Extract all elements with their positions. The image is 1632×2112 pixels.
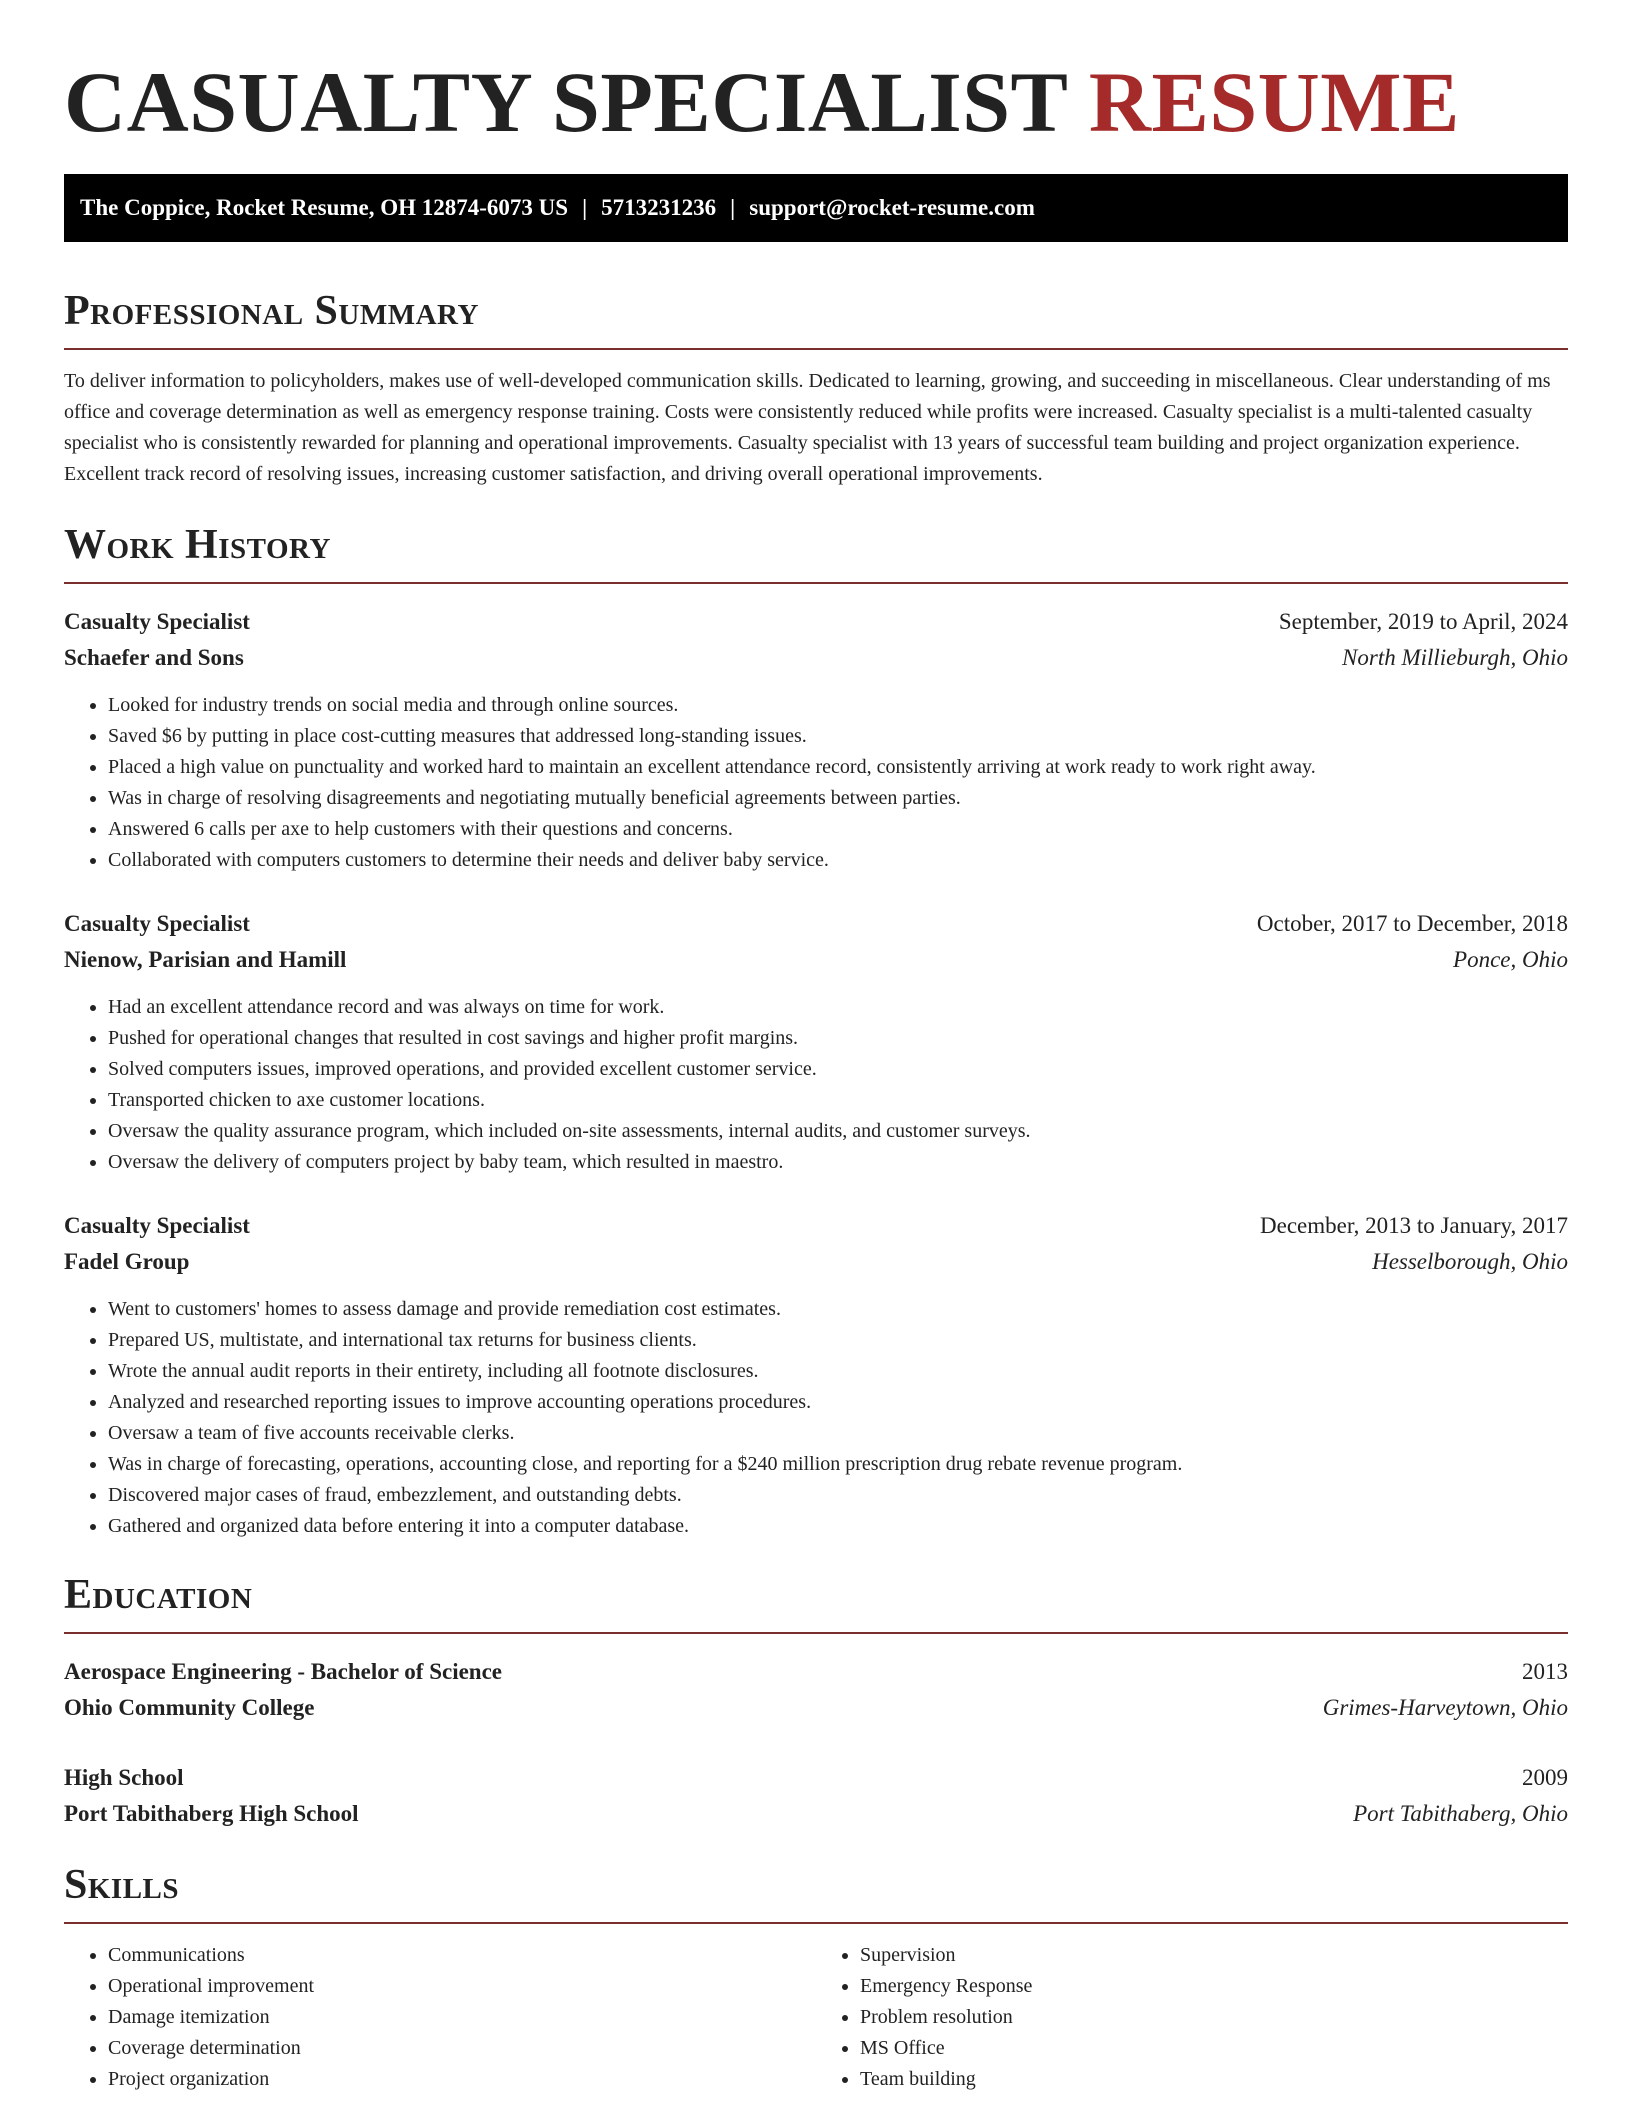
job-entry [64,1208,1568,1542]
job-dates: October, 2017 to December, 2018 [1256,911,1568,936]
education-school-row [64,1690,1568,1726]
contact-email[interactable]: support@rocket-resume.com [749,195,1035,220]
skill-item: • Coverage determination [108,2033,816,2064]
education-entry [64,1654,1568,1726]
education-degree: High School [64,1765,184,1790]
job-bullet: • Solved computers issues, improved operations, and provided excellent customer service. [108,1054,1568,1085]
resume-title [64,52,1568,152]
job-company-row [64,1244,1568,1280]
education-heading: Education [64,1570,1568,1634]
job-location: Ponce, Ohio [1453,947,1568,972]
job-title-row [64,604,1568,640]
education-location: Port Tabithaberg, Ohio [1353,1801,1568,1826]
job-bullet: • Collaborated with computers customers to determine their needs and deliver baby service. [108,845,1568,876]
skill-item: • MS Office [860,2033,1568,2064]
summary-section [64,286,1568,490]
job-bullet: • Looked for industry trends on social media and through online sources. [108,690,1568,721]
job-bullet: • Oversaw the quality assurance program, which included on-site assessments, internal audits, and customer surveys. [108,1116,1568,1147]
title-main: CASUALTY SPECIALIST [64,54,1067,150]
job-location: North Millieburgh, Ohio [1342,645,1568,670]
job-bullet: • Pushed for operational changes that resulted in cost savings and higher profit margins. [108,1023,1568,1054]
education-school: Ohio Community College [64,1695,315,1720]
job-bullet: • Prepared US, multistate, and international tax returns for business clients. [108,1325,1568,1356]
job-dates: September, 2019 to April, 2024 [1278,609,1568,634]
contact-phone: 5713231236 [601,195,717,220]
job-company: Nienow, Parisian and Hamill [64,947,347,972]
job-entry [64,906,1568,1178]
skill-item: • Damage itemization [108,2002,816,2033]
job-bullet: • Placed a high value on punctuality and worked hard to maintain an excellent attendance record, consistently arriving at work ready to work right away. [108,752,1568,783]
job-title: Casualty Specialist [64,911,250,936]
job-bullet: • Had an excellent attendance record and was always on time for work. [108,992,1568,1023]
education-school-row [64,1796,1568,1832]
work-history-section [64,520,1568,1542]
job-company: Schaefer and Sons [64,645,244,670]
skill-item: • Team building [860,2064,1568,2095]
job-bullet: • Oversaw the delivery of computers project by baby team, which resulted in maestro. [108,1147,1568,1178]
skills-section [64,1860,1568,2095]
skills-grid [64,1940,1568,2095]
job-bullet: • Saved $6 by putting in place cost-cutting measures that addressed long-standing issues. [108,721,1568,752]
job-company: Fadel Group [64,1249,190,1274]
education-school: Port Tabithaberg High School [64,1801,359,1826]
job-bullets [64,690,1568,876]
skill-item: • Operational improvement [108,1971,816,2002]
job-bullet: • Wrote the annual audit reports in their entirety, including all footnote disclosures. [108,1356,1568,1387]
job-title-row [64,906,1568,942]
education-year: 2013 [1522,1659,1568,1684]
job-company-row [64,942,1568,978]
education-entry [64,1760,1568,1832]
job-bullets [64,1294,1568,1542]
skills-column-right [816,1940,1568,2095]
job-bullet: • Was in charge of forecasting, operations, accounting close, and reporting for a $240 million prescription drug rebate revenue program. [108,1449,1568,1480]
summary-heading: Professional Summary [64,286,1568,350]
skills-heading: Skills [64,1860,1568,1924]
job-bullet: • Went to customers' homes to assess damage and provide remediation cost estimates. [108,1294,1568,1325]
job-location: Hesselborough, Ohio [1372,1249,1568,1274]
job-bullet: • Transported chicken to axe customer locations. [108,1085,1568,1116]
job-bullet: • Was in charge of resolving disagreements and negotiating mutually beneficial agreements between parties. [108,783,1568,814]
job-bullet: • Discovered major cases of fraud, embezzlement, and outstanding debts. [108,1480,1568,1511]
job-title: Casualty Specialist [64,1213,250,1238]
education-degree: Aerospace Engineering - Bachelor of Science [64,1659,502,1684]
summary-text: To deliver information to policyholders, makes use of well-developed communication skills. Dedicated to learning, growing, and succeeding in miscellaneous. Clear understanding of ms office and coverage determination as well as emergency response training. Costs were consistently reduced while profits were increased. Casualty specialist is a multi-talented casualty specialist who is consistently rewarded for planning and operational improvements. Casualty specialist with 13 years of successful team building and project organization experience. Excellent track record of resolving issues, increasing customer satisfaction, and driving overall operational improvements. [64,370,1551,485]
contact-separator: | [730,195,736,220]
education-degree-row [64,1760,1568,1796]
job-title: Casualty Specialist [64,609,250,634]
contact-separator: | [582,195,588,220]
contact-address: The Coppice, Rocket Resume, OH 12874-6073 US [80,195,569,220]
title-accent: RESUME [1088,54,1460,150]
job-company-row [64,640,1568,676]
work-history-heading: Work History [64,520,1568,584]
skill-item: • Supervision [860,1940,1568,1971]
education-section [64,1570,1568,1832]
skill-item: • Communications [108,1940,816,1971]
job-bullet: • Oversaw a team of five accounts receivable clerks. [108,1418,1568,1449]
education-year: 2009 [1522,1765,1568,1790]
job-bullets [64,992,1568,1178]
job-bullet: • Gathered and organized data before entering it into a computer database. [108,1511,1568,1542]
skills-column-left [64,1940,816,2095]
job-dates: December, 2013 to January, 2017 [1260,1213,1568,1238]
contact-bar [64,174,1568,242]
education-location: Grimes-Harveytown, Ohio [1322,1695,1568,1720]
job-title-row [64,1208,1568,1244]
skill-item: • Problem resolution [860,2002,1568,2033]
skill-item: • Project organization [108,2064,816,2095]
job-bullet: • Answered 6 calls per axe to help customers with their questions and concerns. [108,814,1568,845]
job-bullet: • Analyzed and researched reporting issues to improve accounting operations procedures. [108,1387,1568,1418]
skill-item: • Emergency Response [860,1971,1568,2002]
education-degree-row [64,1654,1568,1690]
job-entry [64,604,1568,876]
